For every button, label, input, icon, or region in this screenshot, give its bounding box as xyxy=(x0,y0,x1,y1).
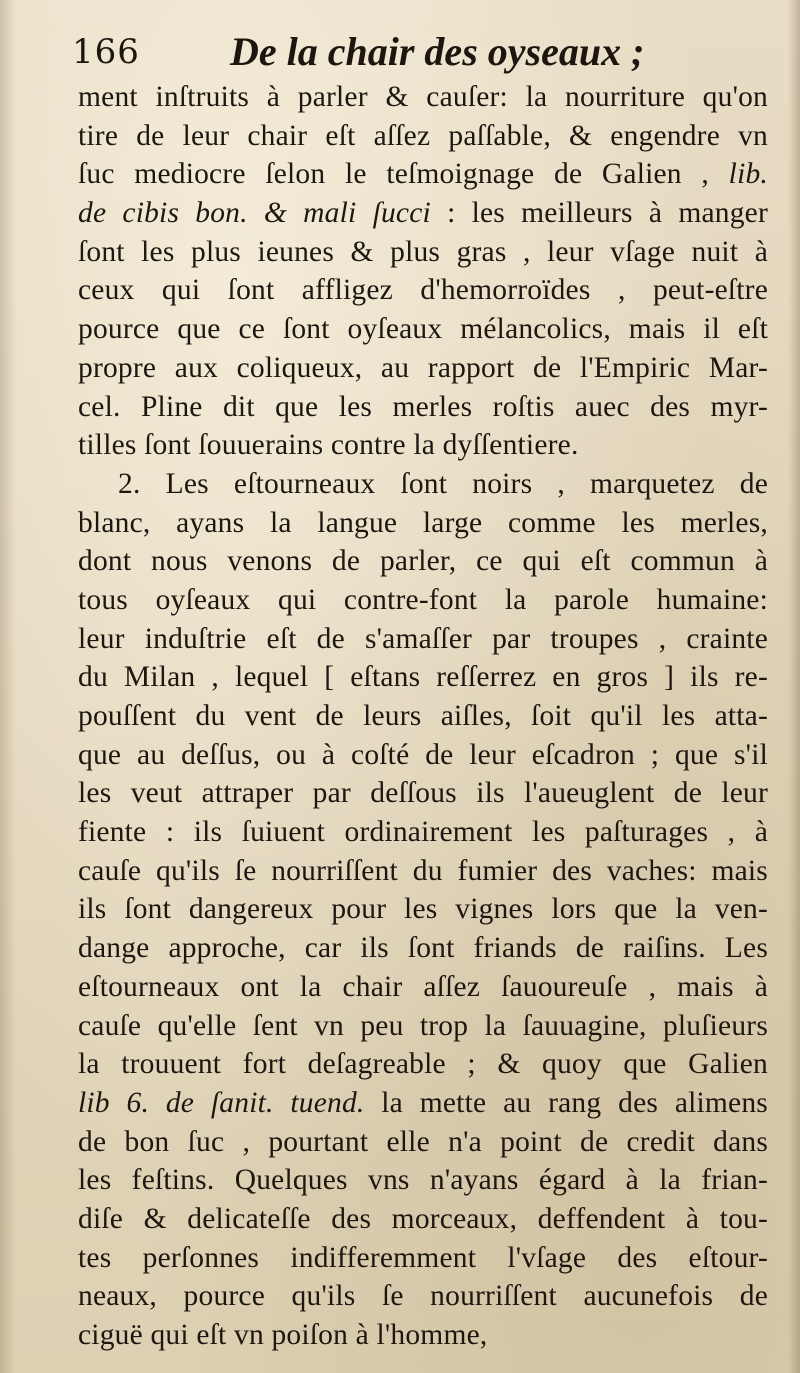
text-line: neaux, pource qu'ils ſe nourriſſent aucunefois de xyxy=(78,1280,768,1313)
text-line: propre aux coliqueux, au rapport de l'Empiric Mar- xyxy=(78,351,768,384)
text-line: ment inſtruits à parler & cauſer: la nourriture qu'on xyxy=(78,81,768,113)
text-line: ils ſont dangereux pour les vignes lors que la ven- xyxy=(78,893,768,926)
text-line: leur induſtrie eſt de s'amaſſer par troupes , crainte xyxy=(78,622,768,655)
text-line: blanc, ayans la langue large comme les merles, xyxy=(78,506,768,539)
text-line: tous oyſeaux qui contre-font la parole humaine: xyxy=(78,583,768,616)
citation: lib. xyxy=(728,158,768,191)
text-line: de cibis bon. & mali ſucci : les meilleurs à manger xyxy=(78,197,768,230)
text-line: du Milan , lequel [ eſtans reſſerrez en gros ] ils re- xyxy=(78,661,768,694)
gutter-shadow xyxy=(0,0,16,1373)
text-line: pouſſent du vent de leurs aiſles, ſoit qu'il les atta- xyxy=(78,700,768,732)
text-line: ſont les plus ieunes & plus gras , leur vſage nuit à xyxy=(78,235,768,268)
text-line: que au deſſus, ou à coſté de leur eſcadron ; que s'il xyxy=(78,738,768,771)
text-line: tes perſonnes indifferemment l'vſage des eſtour- xyxy=(78,1241,768,1274)
text-line: cel. Pline dit que les merles roſtis auec des myr- xyxy=(78,390,768,423)
body-text xyxy=(78,78,768,1355)
text-line: eſtourneaux ont la chair aſſez ſauoureuſe , mais à xyxy=(78,970,768,1003)
paragraph-start: 2. Les eſtourneaux ſont noirs , marquetez de xyxy=(118,467,768,500)
page-header xyxy=(72,24,752,84)
citation: de cibis bon. & mali ſucci xyxy=(78,197,431,230)
text-line: pource que ce ſont oyſeaux mélancolics, mais il eſt xyxy=(78,313,768,346)
text-line: ſuc mediocre ſelon le teſmoignage de Galien , lib. xyxy=(78,158,768,191)
running-title: De la chair des oyseaux ; xyxy=(230,29,645,74)
text-line: cauſe qu'elle ſent vn peu trop la ſauuagine, pluſieurs xyxy=(78,1009,768,1042)
text-line: la trouuent fort deſagreable ; & quoy que Galien xyxy=(78,1048,768,1081)
text-line: fiente : ils ſuiuent ordinairement les paſturages , à xyxy=(78,816,768,849)
text-line: cauſe qu'ils ſe nourriſſent du fumier des vaches: mais xyxy=(78,854,768,887)
text-line: de bon ſuc , pourtant elle n'a point de credit dans xyxy=(78,1125,768,1158)
text-line: ciguë qui eſt vn poiſon à l'homme, xyxy=(78,1319,488,1351)
text-line: les veut attraper par deſſous ils l'aueuglent de leur xyxy=(78,777,768,810)
text-line: dange approche, car ils ſont friands de raiſins. Les xyxy=(78,932,768,965)
page-edge-shadow xyxy=(788,0,800,1373)
text-line: dont nous venons de parler, ce qui eſt commun à xyxy=(78,545,768,578)
text-line: diſe & delicateſſe des morceaux, deffendent à tou- xyxy=(78,1202,768,1235)
text-line: les feſtins. Quelques vns n'ayans égard à la frian- xyxy=(78,1164,768,1197)
text-line: tire de leur chair eſt aſſez paſſable, & engendre vn xyxy=(78,119,768,152)
page-number: 166 xyxy=(72,32,140,72)
text-line: tilles ſont ſouuerains contre la dyſſentiere. xyxy=(78,429,579,462)
text-line: lib 6. de ſanit. tuend. la mette au rang des alimens xyxy=(78,1086,768,1119)
citation: lib 6. de ſanit. tuend. xyxy=(78,1086,365,1119)
text-line: ceux qui ſont affligez d'hemorroïdes , peut-eſtre xyxy=(78,274,768,307)
